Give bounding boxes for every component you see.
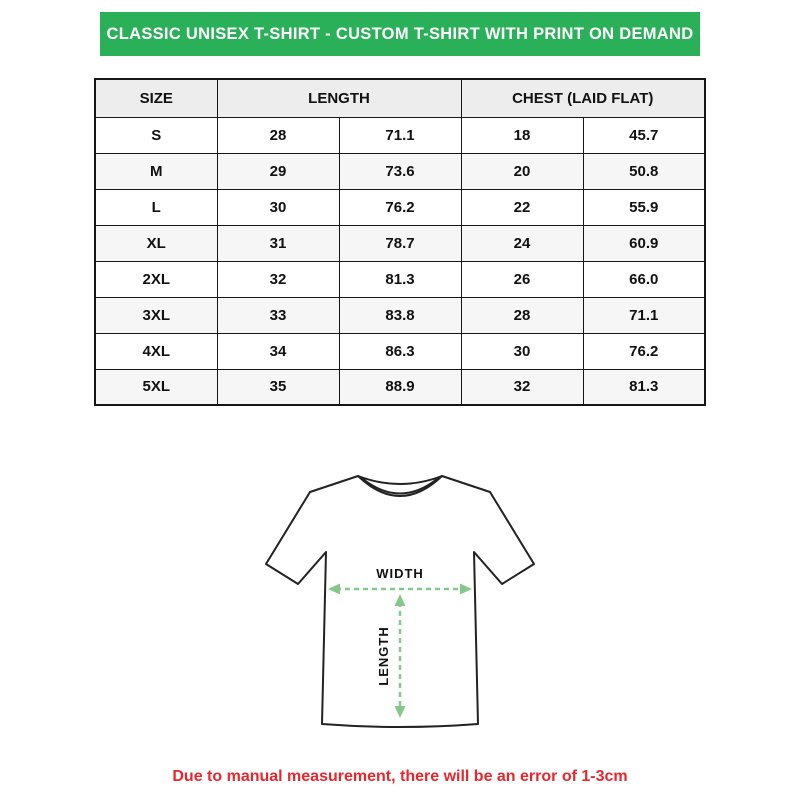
value-cell: 20 (461, 153, 583, 189)
value-cell: 76.2 (339, 189, 461, 225)
table-row (95, 153, 705, 189)
table-row (95, 225, 705, 261)
value-cell: 31 (217, 225, 339, 261)
value-cell: 35 (217, 369, 339, 405)
value-cell: 29 (217, 153, 339, 189)
value-cell: 30 (217, 189, 339, 225)
length-label: LENGTH (376, 626, 391, 686)
value-cell: 50.8 (583, 153, 705, 189)
size-table (94, 78, 706, 406)
size-cell: 5XL (95, 369, 217, 405)
size-table-header (95, 79, 705, 117)
table-row (95, 297, 705, 333)
header-chest: CHEST (LAID FLAT) (461, 79, 705, 117)
title-banner (100, 12, 700, 56)
value-cell: 66.0 (583, 261, 705, 297)
value-cell: 86.3 (339, 333, 461, 369)
size-cell: 4XL (95, 333, 217, 369)
table-row (95, 117, 705, 153)
value-cell: 24 (461, 225, 583, 261)
tshirt-diagram (0, 452, 800, 752)
value-cell: 28 (217, 117, 339, 153)
table-row (95, 369, 705, 405)
size-table-body (95, 117, 705, 405)
value-cell: 55.9 (583, 189, 705, 225)
value-cell: 71.1 (583, 297, 705, 333)
value-cell: 32 (217, 261, 339, 297)
value-cell: 81.3 (339, 261, 461, 297)
header-row (95, 79, 705, 117)
value-cell: 28 (461, 297, 583, 333)
value-cell: 78.7 (339, 225, 461, 261)
tshirt-drawing (250, 452, 550, 752)
size-cell: 3XL (95, 297, 217, 333)
value-cell: 45.7 (583, 117, 705, 153)
header-size: SIZE (95, 79, 217, 117)
width-label: WIDTH (376, 566, 424, 581)
value-cell: 88.9 (339, 369, 461, 405)
value-cell: 83.8 (339, 297, 461, 333)
value-cell: 22 (461, 189, 583, 225)
table-row (95, 333, 705, 369)
size-cell: XL (95, 225, 217, 261)
page-title: CLASSIC UNISEX T-SHIRT - CUSTOM T-SHIRT WITH PRINT ON DEMAND (106, 24, 694, 43)
value-cell: 81.3 (583, 369, 705, 405)
value-cell: 34 (217, 333, 339, 369)
value-cell: 73.6 (339, 153, 461, 189)
table-row (95, 189, 705, 225)
value-cell: 33 (217, 297, 339, 333)
table-row (95, 261, 705, 297)
value-cell: 26 (461, 261, 583, 297)
size-cell: S (95, 117, 217, 153)
size-cell: L (95, 189, 217, 225)
value-cell: 60.9 (583, 225, 705, 261)
measurement-note: Due to manual measurement, there will be an error of 1-3cm (172, 768, 628, 785)
value-cell: 30 (461, 333, 583, 369)
size-cell: M (95, 153, 217, 189)
value-cell: 18 (461, 117, 583, 153)
header-length: LENGTH (217, 79, 461, 117)
value-cell: 32 (461, 369, 583, 405)
value-cell: 76.2 (583, 333, 705, 369)
size-cell: 2XL (95, 261, 217, 297)
value-cell: 71.1 (339, 117, 461, 153)
